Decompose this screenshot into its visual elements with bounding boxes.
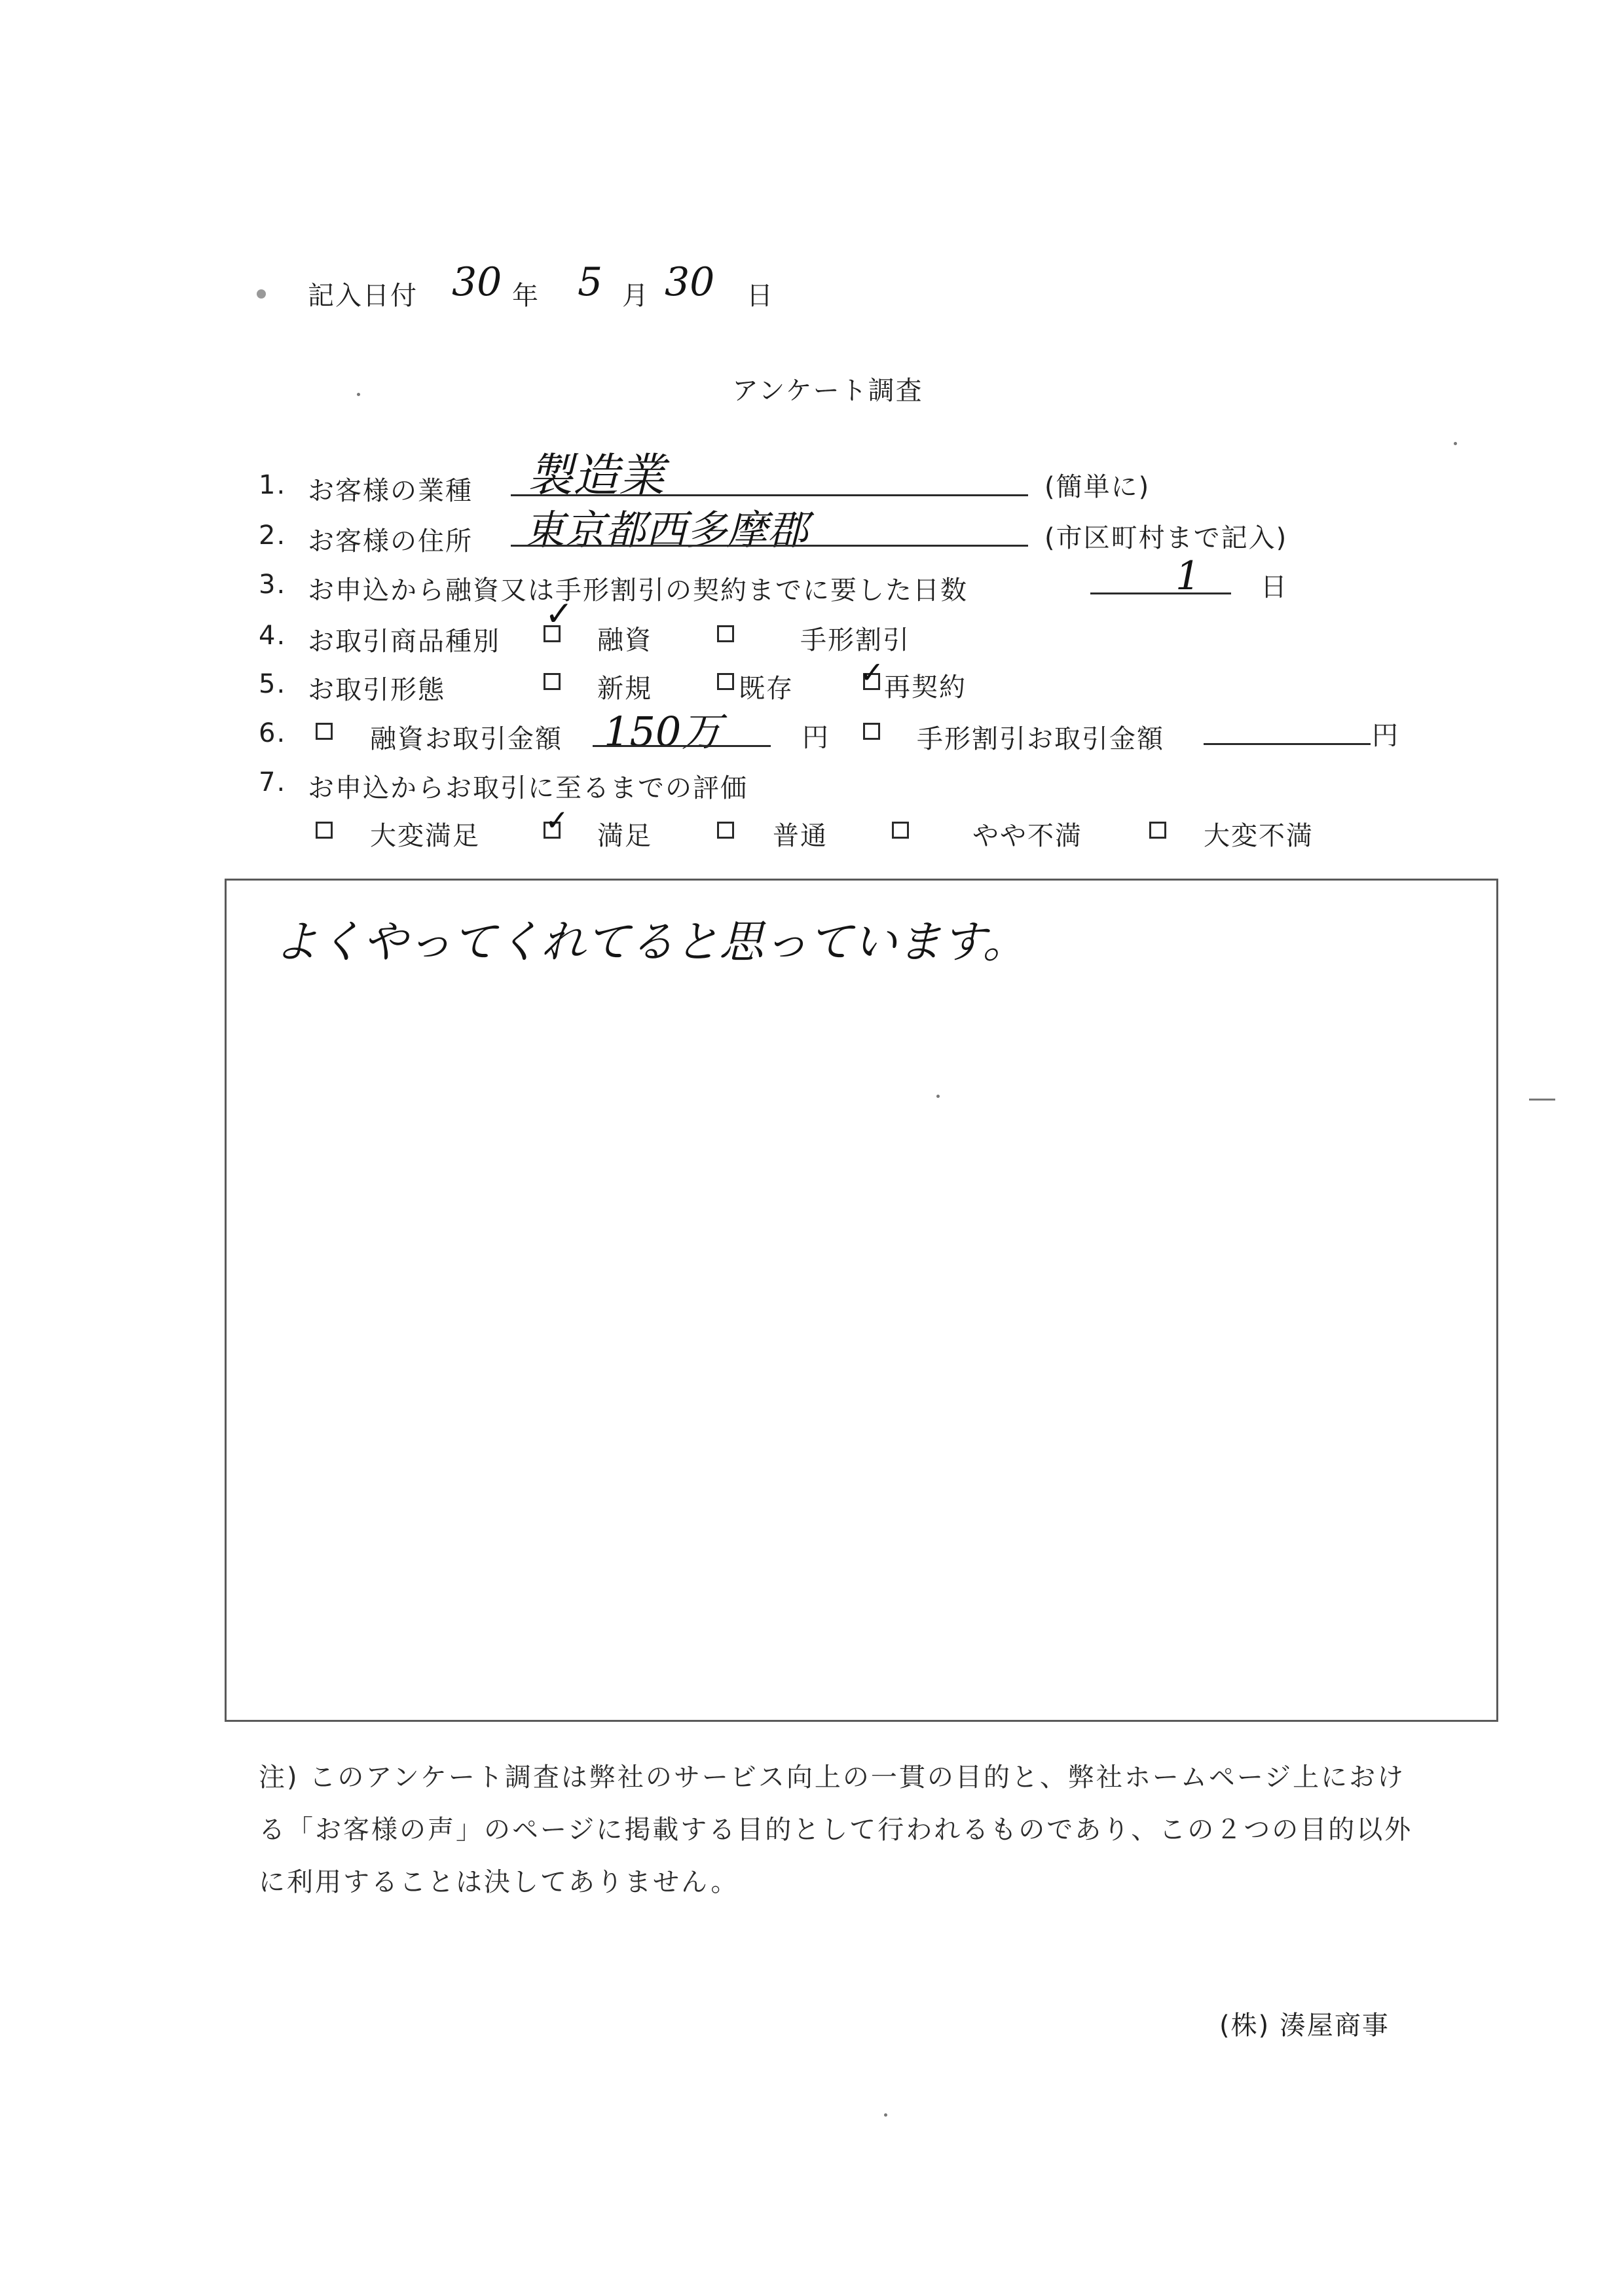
- q3-answer: 1: [1175, 553, 1201, 599]
- scan-speck: [357, 393, 360, 396]
- q6-bill-unit: 円: [1372, 721, 1399, 751]
- q5-option-new-checkbox[interactable]: [544, 673, 561, 690]
- q5-option-existing-checkbox[interactable]: [717, 673, 734, 690]
- q2-number: 2.: [259, 520, 287, 551]
- q3-label: お申込から融資又は手形割引の契約までに要した日数: [308, 575, 968, 606]
- q6-loan-checkbox[interactable]: [316, 723, 333, 740]
- q4-option-loan-label: 融資: [597, 625, 652, 655]
- q3-unit: 日: [1261, 572, 1288, 602]
- q2-hint: (市区町村まで記入): [1044, 523, 1288, 553]
- entry-year-value: 30: [452, 259, 502, 305]
- entry-day-value: 30: [665, 259, 715, 305]
- q7-option-satisfied-label: 満足: [597, 821, 652, 851]
- q7-option-very-dissatisfied-checkbox[interactable]: [1149, 822, 1166, 839]
- entry-year-unit: 年: [512, 281, 540, 311]
- q6-bill-underline: [1204, 743, 1371, 745]
- q6-loan-amount: 150万: [604, 708, 722, 756]
- scan-speck: [1454, 442, 1457, 445]
- q7-option-very-satisfied-label: 大変満足: [370, 821, 480, 851]
- q3-underline: [1090, 592, 1231, 594]
- scan-speck: [1529, 1099, 1555, 1101]
- q5-option-recontract-label: 再契約: [884, 672, 967, 702]
- q5-option-existing-label: 既存: [739, 674, 794, 704]
- company-name: (株) 湊屋商事: [1219, 2011, 1390, 2041]
- q4-option-bill-checkbox[interactable]: [717, 625, 734, 642]
- q3-number: 3.: [259, 570, 287, 600]
- q7-option-satisfied-check-icon: ✓: [545, 804, 569, 837]
- q7-option-normal-label: 普通: [773, 821, 828, 851]
- entry-day-unit: 日: [747, 281, 774, 311]
- q7-number: 7.: [259, 767, 287, 797]
- q1-number: 1.: [259, 470, 287, 500]
- disclaimer-note: 注) このアンケート調査は弊社のサービス向上の一貫の目的と、弊社ホームページ上における「お客様の声」のページに掲載する目的として行われるものであり、この２つの目的以外に利用することは決してありません。: [259, 1762, 1413, 1897]
- entry-date-label: 記入日付: [308, 281, 418, 311]
- q7-option-very-dissatisfied-label: 大変不満: [1204, 821, 1314, 851]
- q4-label: お取引商品種別: [308, 627, 500, 657]
- survey-title: アンケート調査: [732, 376, 923, 406]
- comment-text: よくやってくれてると思っています。: [274, 917, 1027, 968]
- q6-bill-checkbox[interactable]: [863, 723, 880, 740]
- q5-number: 5.: [259, 669, 287, 699]
- scan-speck: [884, 2113, 887, 2117]
- q6-bill-label: 手形割引お取引金額: [917, 724, 1164, 754]
- q7-option-slightly-dissatisfied-checkbox[interactable]: [892, 822, 909, 839]
- entry-month-value: 5: [578, 259, 603, 305]
- comment-box[interactable]: [225, 879, 1498, 1722]
- q4-option-loan-check-icon: ✓: [545, 594, 574, 634]
- q1-underline: [511, 494, 1028, 496]
- q6-loan-label: 融資お取引金額: [370, 724, 563, 754]
- q2-underline: [511, 545, 1028, 547]
- q7-option-very-satisfied-checkbox[interactable]: [316, 822, 333, 839]
- q2-answer: 東京都西多摩郡: [524, 506, 809, 554]
- q7-option-normal-checkbox[interactable]: [717, 822, 734, 839]
- q6-loan-underline: [593, 745, 771, 747]
- q5-option-new-label: 新規: [597, 674, 652, 704]
- q5-label: お取引形態: [308, 675, 445, 705]
- q5-option-recontract-check-icon: ✓: [859, 655, 885, 690]
- q1-answer: 製造業: [527, 448, 665, 502]
- q1-hint: (簡単に): [1044, 472, 1151, 502]
- q6-number: 6.: [259, 718, 287, 748]
- q7-option-slightly-dissatisfied-label: やや不満: [972, 821, 1082, 851]
- q7-label: お申込からお取引に至るまでの評価: [308, 773, 748, 803]
- q2-label: お客様の住所: [308, 526, 473, 556]
- scan-speck: [257, 289, 266, 299]
- entry-month-unit: 月: [622, 281, 650, 311]
- q1-label: お客様の業種: [308, 476, 473, 506]
- q4-option-bill-label: 手形割引: [800, 625, 910, 655]
- q6-loan-unit: 円: [802, 723, 830, 753]
- q4-number: 4.: [259, 621, 287, 651]
